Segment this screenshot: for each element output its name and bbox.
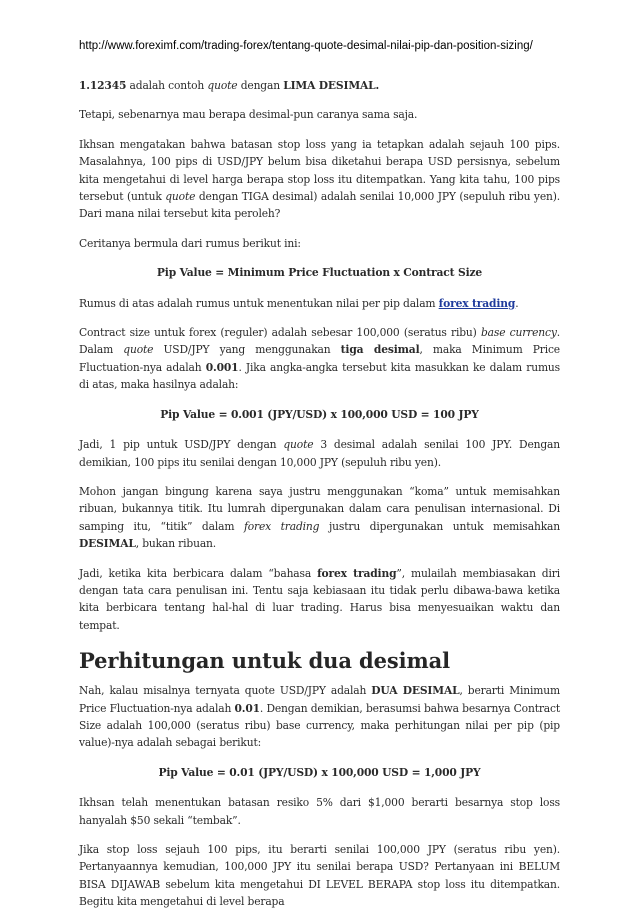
forex-trading-link[interactable]: forex trading [438,296,516,310]
paragraph-two-decimal [79,682,560,752]
section-heading: Perhitungan untuk dua desimal [79,648,450,674]
text-span: Ikhsan mengatakan bahwa batasan stop loss yang ia tetapkan adalah sejauh 100 pips. Masalahnya, 100 pips di USD/JPY belum bisa diketahui berapa USD persisnya, sebelum kita mengetahui di level harga berapa stop loss itu ditempatkan. Yang kita tahu, 100 pips tersebut (untuk [79,137,560,204]
text-span: Nah, kalau misalnya ternyata quote USD/JPY adalah [79,684,372,698]
text-span: 3 desimal adalah senilai 100 JPY. Dengan demikian, 100 pips itu senilai dengan 10,000 JPY (sepuluh ribu yen). [79,438,561,469]
paragraph-stoploss [79,136,560,223]
page-url-header: http://www.foreximf.com/trading-forex/tentang-quote-desimal-nilai-pip-dan-position-sizing/ [79,40,533,52]
text-span: dengan TIGA desimal) adalah senilai 10,000 JPY (sepuluh ribu yen). Dari mana nilai tersebut kita peroleh? [79,190,560,221]
paragraph-formula-explain [79,295,560,312]
text-span: ”, mulailah membiasakan diri dengan tata cara penulisan ini. Tentu saja kebiasaan itu tidak perlu dibawa-bawa ketika kita berbicara tentang hal-hal di luar trading. Harus bisa menyesuaikan waktu dan tempat. [79,566,560,632]
paragraph-notation [79,483,560,553]
paragraph-contract-size [79,324,560,394]
text-span: . [515,296,519,310]
bold-term: forex trading [317,566,397,580]
italic-term: forex trading [243,519,320,533]
paragraph-intro: Tetapi, sebenarnya mau berapa desimal-pun caranya sama saja. [79,108,418,122]
italic-term: quote [283,438,314,452]
formula-three-decimal: Pip Value = 0.001 (JPY/USD) x 100,000 USD = 100 JPY [160,407,479,421]
text-span: , maka Minimum Price Fluctuation-nya adalah [79,343,560,374]
text-span: USD/JPY yang menggunakan [153,343,341,357]
text-span: , berarti Minimum Price Fluctuation-nya adalah [79,684,560,715]
bold-term: LIMA DESIMAL. [283,79,380,92]
bold-term: DUA DESIMAL [371,684,460,698]
italic-term: base currency [480,326,557,340]
paragraph-habit [79,565,560,635]
paragraph-example [79,77,560,94]
bold-term: 0.01 [234,701,260,715]
text-span: . Dengan demikian, berasumsi bahwa besarnya Contract Size adalah 100,000 (seratus ribu) base currency, maka perhitungan nilai per pip (pip value)-nya adalah sebagai berikut: [79,701,560,750]
bold-term: tiga desimal [340,343,420,357]
paragraph-conclusion [79,436,560,471]
text-span: Mohon jangan bingung karena saya justru menggunakan “koma” untuk memisahkan ribuan, bukannya titik. Itu lumrah dipergunakan dalam cara penulisan internasional. Di samping itu, “titik” dalam [79,484,560,533]
text-span: . Dalam [79,326,561,357]
example-number: 1.12345 [79,79,127,92]
paragraph-risk: Ikhsan telah menentukan batasan resiko 5% dari $1,000 berarti besarnya stop loss hanyalah $50 sekali “tembak”. [79,796,560,827]
italic-term: quote [123,343,154,357]
italic-term: quote [207,79,238,92]
paragraph-formula-intro: Ceritanya bermula dari rumus berikut ini: [79,236,301,250]
formula-two-decimal: Pip Value = 0.01 (JPY/USD) x 100,000 USD = 1,000 JPY [158,765,481,779]
article-body [79,77,560,923]
bold-term: 0.001 [205,360,239,374]
italic-term: quote [165,190,196,204]
text-span: justru dipergunakan untuk memisahkan [319,519,560,533]
text-span: dengan [237,79,284,92]
formula-pip-value: Pip Value = Minimum Price Fluctuation x Contract Size [156,266,483,280]
text-span: Contract size untuk forex (reguler) adalah sebesar 100,000 (seratus ribu) [79,326,481,340]
bold-term: DESIMAL [79,537,136,551]
text-span: Rumus di atas adalah rumus untuk menentukan nilai per pip dalam [79,296,439,310]
text-span: . Jika angka-angka tersebut kita masukkan ke dalam rumus di atas, maka hasilnya adalah: [79,360,560,392]
text-span: Jadi, ketika kita berbicara dalam “bahasa [79,566,318,580]
text-span: adalah contoh [126,79,208,92]
text-span: Jadi, 1 pip untuk USD/JPY dengan [79,438,284,452]
paragraph-question: Jika stop loss sejauh 100 pips, itu berarti senilai 100,000 JPY (seratus ribu yen). Pertanyaannya kemudian, 100,000 JPY itu senilai berapa USD? Pertanyaan ini BELUM BISA DIJAWAB sebelum kita mengetahui DI LEVEL BERAPA stop loss itu ditempatkan. Begitu kita mengetahui di level berapa [79,843,560,909]
text-span: , bukan ribuan. [135,537,217,551]
